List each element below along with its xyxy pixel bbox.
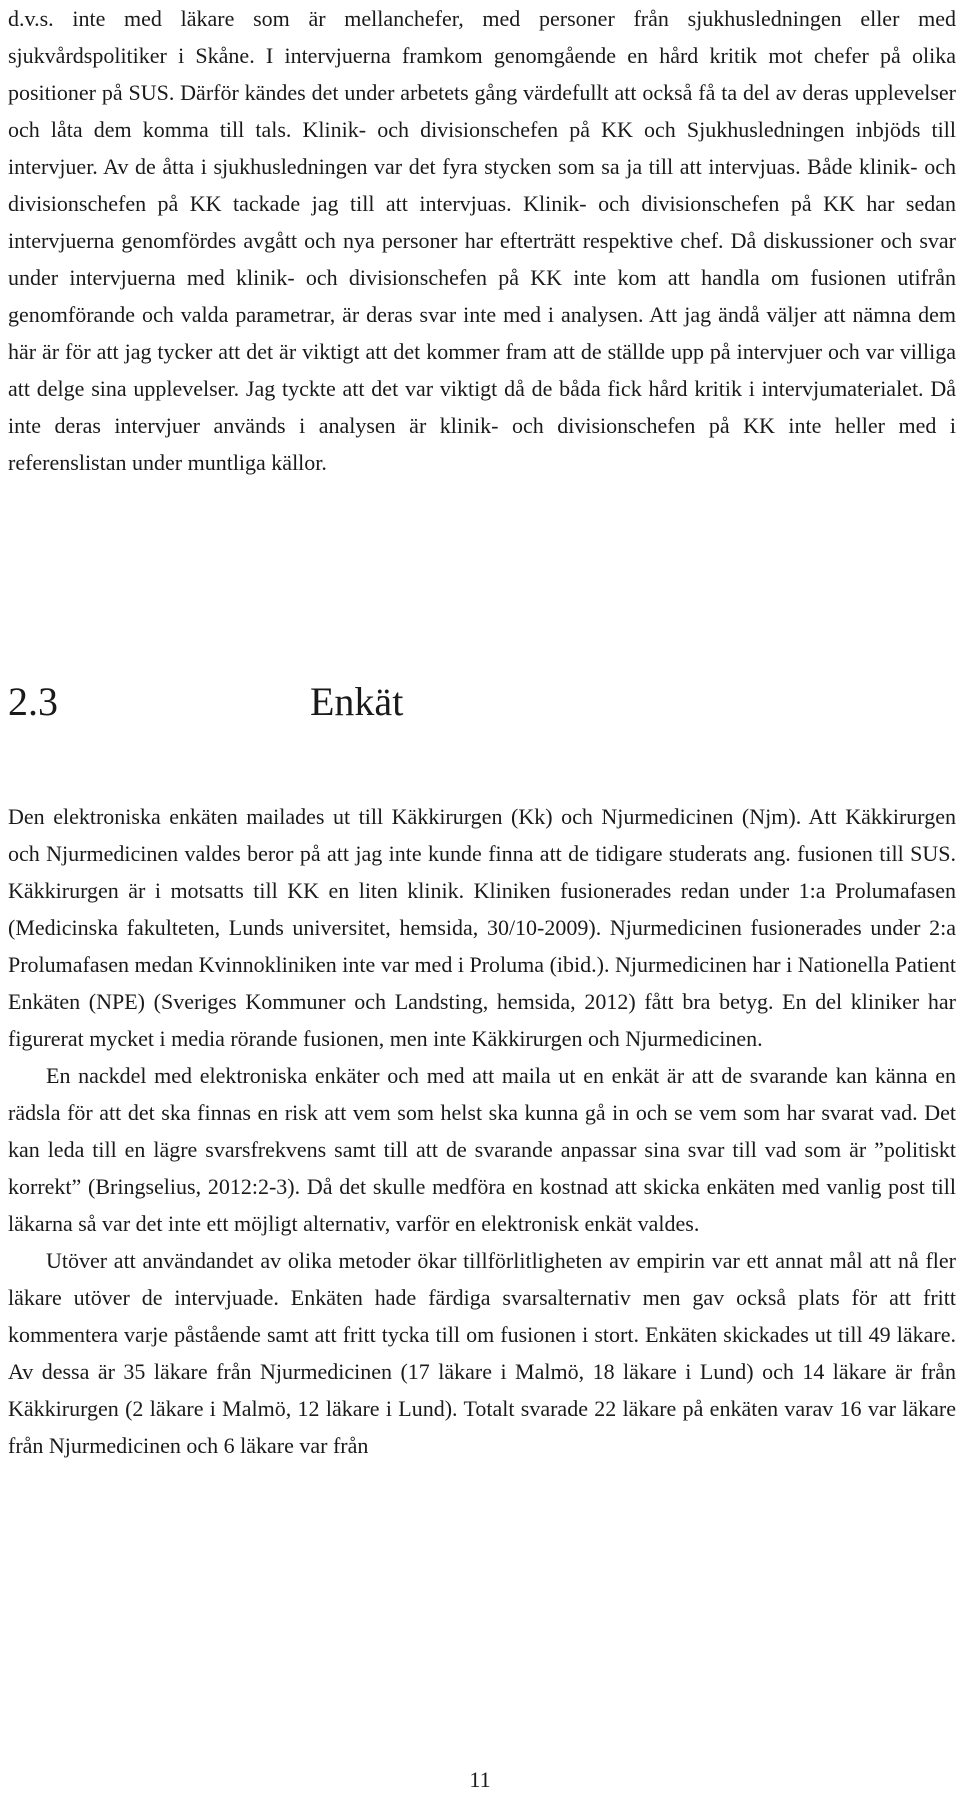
section-number: 2.3 [8,679,58,724]
page-number: 11 [469,1767,491,1792]
section-heading [8,678,956,726]
body-paragraph: Utöver att användandet av olika metoder ökar tillförlitligheten av empirin var ett annat mål att nå fler läkare utöver de intervjuade. Enkäten hade färdiga svarsalternativ men gav också plats för att fritt kommentera varje påstående samt att fritt tycka till om fusionen i stort. Enkäten skickades ut till 49 läkare. Av dessa är 35 läkare från Njurmedicinen (17 läkare i Malmö, 18 läkare i Lund) och 14 läkare är från Käkkirurgen (2 läkare i Malmö, 12 läkare i Lund). Totalt svarade 22 läkare på enkäten varav 16 var läkare från Njurmedicinen och 6 läkare var från [8,1248,956,1458]
body-paragraph: Den elektroniska enkäten mailades ut till Käkkirurgen (Kk) och Njurmedicinen (Njm). Att Käkkirurgen och Njurmedicinen valdes beror på att jag inte kunde finna att de tidigare studerats ang. fusionen till SUS. Käkkirurgen är i motsatts till KK en liten klinik. Kliniken fusionerades redan under 1:a Prolumafasen (Medicinska fakulteten, Lunds universitet, hemsida, 30/10-2009). Njurmedicinen fusionerades under 2:a Prolumafasen medan Kvinnokliniken inte var med i Proluma (ibid.). Njurmedicinen har i Nationella Patient Enkäten (NPE) (Sveriges Kommuner och Landsting, hemsida, 2012) fått bra betyg. En del kliniker har figurerat mycket i media rörande fusionen, men inte Käkkirurgen och Njurmedicinen. [8,804,956,1051]
section-body [8,798,956,1464]
section-title: Enkät [310,679,404,724]
body-paragraph-continued: d.v.s. inte med läkare som är mellanchefer, med personer från sjukhusledningen eller med sjukvårdspolitiker i Skåne. I intervjuerna framkom genomgående en hård kritik mot chefer på olika positioner på SUS. Därför kändes det under arbetets gång värdefullt att också få ta del av deras upplevelser och låta dem komma till tals. Klinik- och divisionschefen på KK och Sjukhusledningen inbjöds till intervjuer. Av de åtta i sjukhusledningen var det fyra stycken som sa ja till att intervjuas. Både klinik- och divisionschefen på KK tackade jag till att intervjuas. Klinik- och divisionschefen på KK har sedan intervjuerna genomfördes avgått och nya personer har efterträtt respektive chef. Då diskussioner och svar under intervjuerna med klinik- och divisionschefen på KK inte kom att handla om fusionen utifrån genomförande och valda parametrar, är deras svar inte med i analysen. Att jag ändå väljer att nämna dem här är för att jag tycker att det är viktigt att det kommer fram att de ställde upp på intervjuer och var villiga att delge sina upplevelser. Jag tyckte att det var viktigt då de båda fick hård kritik i intervjumaterialet. Då inte deras intervjuer används i analysen är klinik- och divisionschefen på KK inte heller med i referenslistan under muntliga källor. [8,6,956,475]
body-paragraph: En nackdel med elektroniska enkäter och med att maila ut en enkät är att de svarande kan känna en rädsla för att det ska finnas en risk att vem som helst ska kunna gå in och se vem som har svarat vad. Det kan leda till en lägre svarsfrekvens samt till att de svarande anpassar sina svar till vad som är ”politiskt korrekt” (Bringselius, 2012:2-3). Då det skulle medföra en kostnad att skicka enkäten med vanlig post till läkarna så var det inte ett möjligt alternativ, varför en elektronisk enkät valdes. [8,1063,956,1236]
